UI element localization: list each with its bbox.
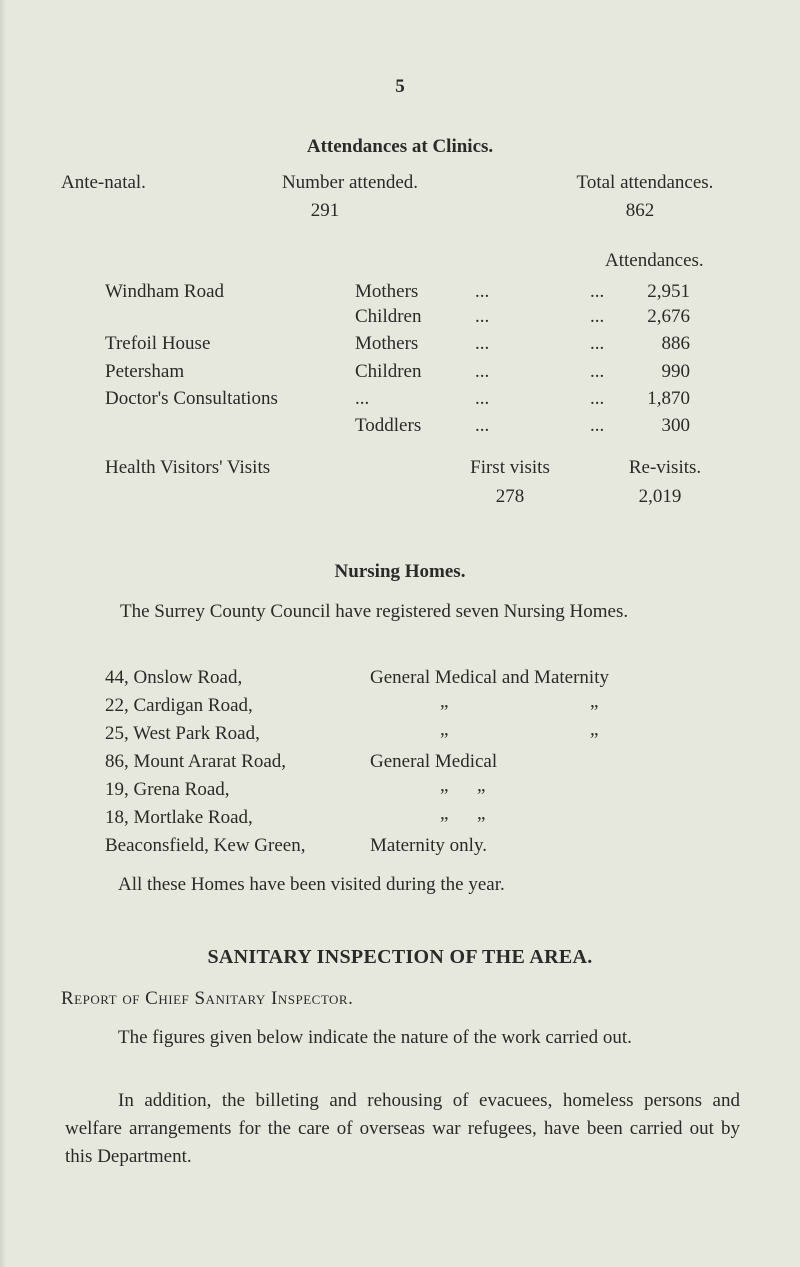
leader-dots: ...	[475, 415, 490, 436]
leader-dots: ...	[475, 361, 490, 382]
sanitary-paragraph-2: In addition, the billeting and rehousing of evacuees, homeless persons and welfare arrangements for the care of overseas war refugees, have been carried out by this Department.	[65, 1090, 740, 1167]
total-attendances-value: 862	[625, 200, 655, 221]
leader-dots: ...	[590, 361, 605, 382]
home-address: 18, Mortlake Road,	[105, 807, 253, 828]
leader-dots: ...	[590, 281, 605, 302]
clinic-attendances: 886	[661, 333, 690, 354]
leader-dots: ...	[355, 388, 370, 409]
ditto-mark: „	[440, 719, 449, 740]
number-attended-value: 291	[310, 200, 340, 221]
home-address: 25, West Park Road,	[105, 723, 260, 744]
clinic-place: Windham Road	[105, 281, 225, 302]
sanitary-subheading: Report of Chief Sanitary Inspector.	[61, 988, 354, 1009]
sanitary-heading: SANITARY INSPECTION OF THE AREA.	[207, 946, 593, 968]
ditto-mark: „	[440, 803, 449, 824]
leader-dots: ...	[475, 333, 490, 354]
ditto-mark: „	[477, 803, 486, 824]
home-address: 44, Onslow Road,	[105, 667, 243, 688]
clinic-place: Doctor's Consultations	[105, 388, 278, 409]
clinic-attendances: 300	[661, 415, 690, 436]
revisits-value: 2,019	[638, 486, 682, 507]
clinic-attendances: 2,676	[647, 306, 690, 327]
ditto-mark: „	[590, 719, 599, 740]
nursing-intro: The Surrey County Council have registered seven Nursing Homes.	[120, 601, 629, 622]
home-address: 19, Grena Road,	[105, 779, 230, 800]
clinic-category: Children	[355, 361, 422, 382]
clinic-attendances: 1,870	[647, 388, 690, 409]
clinic-category: Mothers	[355, 281, 419, 302]
home-address: 22, Cardigan Road,	[105, 695, 253, 716]
leader-dots: ...	[475, 388, 490, 409]
attendances-column-header: Attendances.	[605, 250, 704, 271]
leader-dots: ...	[590, 333, 605, 354]
first-visits-label: First visits	[470, 457, 550, 478]
clinic-place: Petersham	[105, 361, 185, 382]
leader-dots: ...	[590, 306, 605, 327]
home-type: Maternity only.	[370, 835, 487, 856]
ditto-mark: „	[590, 691, 599, 712]
ante-natal-label: Ante-natal.	[61, 172, 146, 193]
number-attended-label: Number attended.	[281, 172, 419, 193]
first-visits-value: 278	[495, 486, 525, 507]
home-address: 86, Mount Ararat Road,	[105, 751, 287, 772]
leader-dots: ...	[590, 415, 605, 436]
ditto-mark: „	[440, 775, 449, 796]
total-attendances-label: Total attendances.	[576, 172, 714, 193]
nursing-footer: All these Homes have been visited during the year.	[118, 874, 505, 895]
clinic-attendances: 2,951	[647, 281, 690, 302]
page-edge-shadow	[0, 0, 6, 1267]
ditto-mark: „	[477, 775, 486, 796]
home-address: Beaconsfield, Kew Green,	[105, 835, 306, 856]
revisits-label: Re-visits.	[628, 457, 702, 478]
clinic-place: Trefoil House	[105, 333, 211, 354]
sanitary-paragraph-1: The figures given below indicate the nature of the work carried out.	[118, 1027, 632, 1048]
leader-dots: ...	[590, 388, 605, 409]
clinic-category: Children	[355, 306, 422, 327]
home-type: General Medical	[370, 751, 498, 772]
leader-dots: ...	[475, 281, 490, 302]
clinic-category: Toddlers	[355, 415, 422, 436]
ditto-mark: „	[440, 691, 449, 712]
clinic-category: Mothers	[355, 333, 419, 354]
leader-dots: ...	[475, 306, 490, 327]
home-type: General Medical and Maternity	[370, 667, 609, 688]
clinics-heading: Attendances at Clinics.	[306, 136, 494, 157]
health-visitors-label: Health Visitors' Visits	[105, 457, 271, 478]
clinic-attendances: 990	[661, 361, 690, 382]
nursing-heading: Nursing Homes.	[334, 561, 466, 582]
page-number: 5	[395, 76, 405, 97]
